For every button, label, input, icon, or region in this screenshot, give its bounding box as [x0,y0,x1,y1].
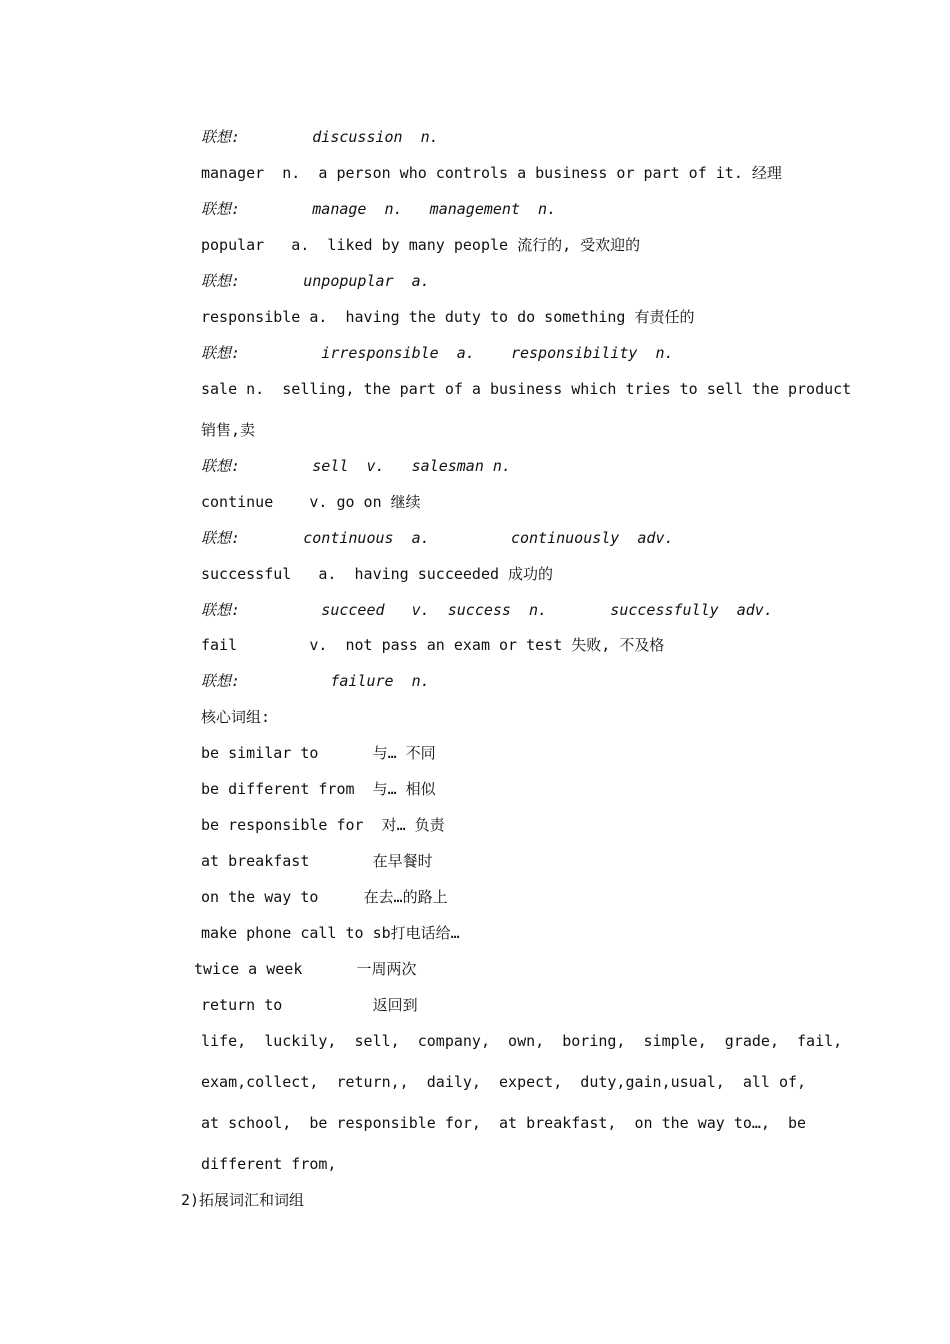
association-line: 联想: irresponsible a. responsibility n. [201,344,674,362]
phrase-entry: twice a week 一周两次 [194,960,417,978]
phrase-entry: be similar to 与… 不同 [201,744,436,762]
association-line: 联想: manage n. management n. [201,200,557,218]
phrase-entry: make phone call to sb打电话给… [201,924,460,942]
vocab-entry-sale-translation: 销售,卖 [201,421,256,439]
phrase-entry: at breakfast 在早餐时 [201,852,433,870]
section-heading-core-phrases: 核心词组: [201,708,271,726]
association-line: 联想: failure n. [201,672,430,690]
phrase-entry: be different from 与… 相似 [201,780,436,798]
association-line: 联想: discussion n. [201,128,439,146]
vocab-entry-fail: fail v. not pass an exam or test 失败, 不及格 [201,636,665,654]
vocab-entry-manager: manager n. a person who controls a business or part of it. 经理 [201,164,782,182]
association-line: 联想: continuous a. continuously adv. [201,529,674,547]
vocab-entry-popular: popular a. liked by many people 流行的, 受欢迎的 [201,236,641,254]
word-list-line: at school, be responsible for, at breakfast, on the way to…, be [201,1114,807,1132]
word-list-line: exam,collect, return,, daily, expect, duty,gain,usual, all of, [201,1073,807,1091]
vocab-entry-responsible: responsible a. having the duty to do something 有责任的 [201,308,695,326]
phrase-entry: return to 返回到 [201,996,418,1014]
vocab-entry-successful: successful a. having succeeded 成功的 [201,565,554,583]
association-line: 联想: sell v. salesman n. [201,457,511,475]
word-list-line: different from, [201,1155,337,1173]
phrase-entry: be responsible for 对… 负责 [201,816,445,834]
vocab-entry-sale: sale n. selling, the part of a business which tries to sell the product [201,380,852,398]
section-heading-extended-vocab: 2)拓展词汇和词组 [181,1191,305,1209]
association-line: 联想: unpopuplar a. [201,272,430,290]
word-list-line: life, luckily, sell, company, own, boring, simple, grade, fail, [201,1032,843,1050]
vocab-entry-continue: continue v. go on 继续 [201,493,421,511]
association-line: 联想: succeed v. success n. successfully adv. [201,601,773,619]
phrase-entry: on the way to 在去…的路上 [201,888,448,906]
